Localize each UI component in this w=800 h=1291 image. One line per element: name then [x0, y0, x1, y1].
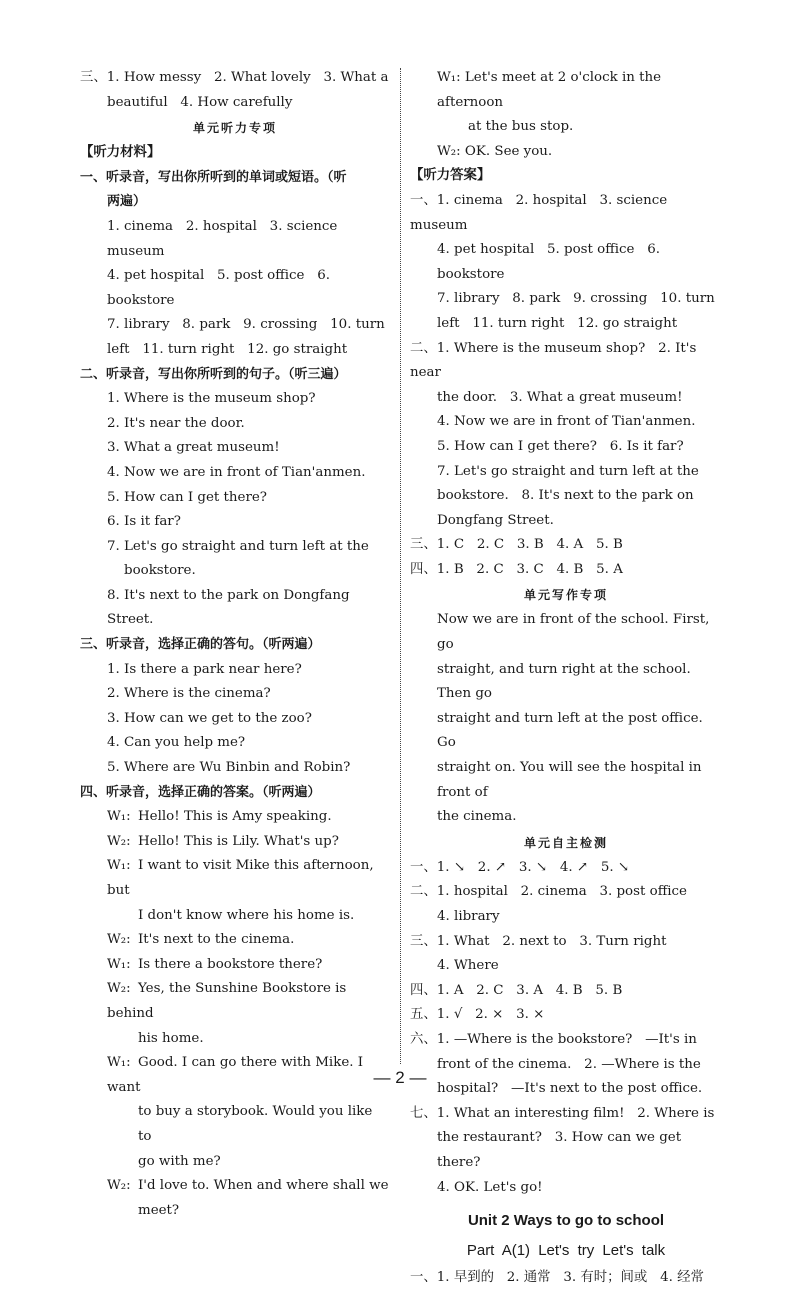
dialogue-text: Is there a bookstore there?	[138, 956, 323, 972]
answer-line: 三、1. How messy 2. What lovely 3. What a	[80, 70, 389, 85]
question-title: 四、听录音，选择正确的答案。（听两遍）	[80, 784, 321, 800]
answer-line: 四、1. A 2. C 3. A 4. B 5. B	[410, 982, 623, 998]
answer-line: front of the cinema. 2. —Where is the	[437, 1056, 701, 1072]
right-column	[410, 66, 722, 1291]
speaker-label: W₂:	[107, 932, 131, 948]
list-item: 2. Where is the cinema?	[107, 686, 271, 702]
writing-line: straight and turn left at the post office. Go	[437, 710, 708, 751]
dialogue	[80, 805, 390, 1223]
speaker-label: W₂:	[107, 981, 131, 997]
list-item: 1. Where is the museum shop?	[107, 391, 316, 407]
answer-line: 四、1. B 2. C 3. C 4. B 5. A	[410, 561, 623, 577]
answer-line: 4. Now we are in front of Tian'anmen.	[437, 414, 696, 430]
dialogue-line: at the bus stop.	[468, 119, 574, 135]
list-item: 4. Now we are in front of Tian'anmen.	[107, 464, 366, 480]
dialogue-line	[80, 977, 390, 1026]
answer-line: 三、1. What 2. next to 3. Turn right	[410, 933, 667, 949]
dialogue-text: his home.	[138, 1030, 204, 1046]
dialogue-text: Yes, the Sunshine Bookstore is behind	[107, 981, 351, 1021]
section-title-writing: 单元写作专项	[523, 588, 608, 603]
question-title: 一、听录音，写出你所听到的单词或短语。（听	[80, 169, 347, 185]
dialogue-line	[80, 1100, 390, 1149]
list-item: 7. library 8. park 9. crossing 10. turn	[107, 317, 385, 333]
page-number: — 2 —	[373, 1068, 427, 1087]
writing-line: straight, and turn right at the school. Then go	[437, 661, 695, 702]
left-column	[80, 66, 390, 1223]
dialogue-line	[80, 904, 390, 929]
answer-line: bookstore. 8. It's next to the park on	[437, 488, 694, 504]
dialogue-line	[80, 854, 390, 903]
list-item: bookstore.	[124, 563, 196, 579]
dialogue-text: Hello! This is Lily. What's up?	[138, 833, 339, 849]
answer-line: the restaurant? 3. How can we get there?	[437, 1130, 686, 1170]
dialogue-text: to buy a storybook. Would you like to	[138, 1104, 377, 1144]
answer-line: 7. Let's go straight and turn left at the	[437, 463, 699, 479]
writing-line: the cinema.	[437, 809, 517, 825]
answer-line: 4. OK. Let's go!	[437, 1179, 543, 1195]
list-item: 3. How can we get to the zoo?	[107, 710, 312, 726]
list-item: 5. Where are Wu Binbin and Robin?	[107, 760, 351, 776]
dialogue-line	[80, 1174, 390, 1199]
dialogue-text: I'd love to. When and where shall we	[138, 1178, 389, 1194]
dialogue-text: I want to visit Mike this afternoon, but	[107, 858, 378, 898]
column-divider	[400, 68, 401, 1064]
dialogue-line	[80, 928, 390, 953]
dialogue-text: Good. I can go there with Mike. I want	[107, 1055, 368, 1095]
speaker-label: W₂:	[107, 833, 131, 849]
dialogue-text: Hello! This is Amy speaking.	[138, 809, 332, 825]
list-item: 5. How can I get there?	[107, 489, 267, 505]
dialogue-text: meet?	[138, 1202, 180, 1218]
answer-line: 五、1. √ 2. × 3. ×	[410, 1007, 545, 1023]
list-item: 7. Let's go straight and turn left at the	[107, 538, 369, 554]
list-item: left 11. turn right 12. go straight	[107, 341, 348, 357]
list-item: 1. cinema 2. hospital 3. science museum	[107, 218, 342, 259]
answer-line: 六、1. —Where is the bookstore? —It's in	[410, 1031, 697, 1047]
dialogue-line: W₂: OK. See you.	[437, 143, 553, 159]
section-title-listening: 单元听力专项	[192, 121, 277, 136]
speaker-label: W₁:	[107, 809, 131, 825]
question-title: 二、听录音，写出你所听到的句子。（听三遍）	[80, 366, 347, 382]
answer-line: hospital? —It's next to the post office.	[437, 1081, 703, 1097]
list-item: 2. It's near the door.	[107, 415, 245, 431]
answer-line: beautiful 4. How carefully	[107, 94, 293, 110]
dialogue-line	[80, 805, 390, 830]
answer-line: 4. library	[437, 909, 500, 924]
dialogue-line: W₁: Let's meet at 2 o'clock in the afternoon	[437, 70, 666, 110]
speaker-label: W₂:	[107, 1178, 131, 1194]
dialogue-text: It's next to the cinema.	[138, 932, 295, 948]
answer-line: 5. How can I get there? 6. Is it far?	[437, 438, 684, 454]
list-item: 3. What a great museum!	[107, 440, 280, 456]
question-title: 三、听录音，选择正确的答句。（听两遍）	[80, 637, 321, 653]
answer-line: left 11. turn right 12. go straight	[437, 315, 678, 331]
answer-line: 4. pet hospital 5. post office 6. bookstore	[437, 242, 665, 282]
dialogue-line	[80, 1199, 390, 1224]
writing-line: straight on. You will see the hospital in front of	[437, 760, 706, 800]
part-title: Part A(1) Let's try Let's talk	[466, 1242, 666, 1260]
answer-header: 【听力答案】	[410, 168, 491, 184]
answer-line: Dongfang Street.	[437, 512, 554, 528]
dialogue-line	[80, 953, 390, 978]
answer-line: the door. 3. What a great museum!	[437, 389, 683, 405]
answer-line: 一、1. 早到的 2. 通常 3. 有时；间或 4. 经常	[410, 1270, 704, 1286]
list-item: 1. Is there a park near here?	[107, 661, 302, 677]
writing-line: Now we are in front of the school. First, go	[437, 612, 714, 653]
answer-line: 三、1. C 2. C 3. B 4. A 5. B	[410, 537, 623, 553]
answer-line: 7. library 8. park 9. crossing 10. turn	[437, 291, 715, 307]
dialogue-line	[80, 1027, 390, 1052]
question-title-cont: 两遍）	[107, 194, 147, 210]
list-item: 4. pet hospital 5. post office 6. bookstore	[107, 268, 335, 308]
material-header: 【听力材料】	[80, 145, 161, 161]
dialogue-line	[80, 830, 390, 855]
speaker-label: W₁:	[107, 858, 131, 874]
dialogue-line	[80, 1150, 390, 1175]
dialogue-text: go with me?	[138, 1153, 221, 1169]
section-title-test: 单元自主检测	[523, 835, 608, 850]
list-item: 8. It's next to the park on Dongfang Street.	[107, 587, 354, 628]
answer-line: 一、1. ↘ 2. ↗ 3. ↘ 4. ↗ 5. ↘	[410, 859, 630, 875]
answer-line: 二、1. hospital 2. cinema 3. post office	[410, 884, 687, 900]
answer-line: 4. Where	[437, 958, 499, 974]
list-item: 4. Can you help me?	[107, 735, 246, 751]
speaker-label: W₁:	[107, 1055, 131, 1071]
unit-title: Unit 2 Ways to go to school	[467, 1212, 665, 1230]
answer-line: 七、1. What an interesting film! 2. Where is	[410, 1105, 715, 1121]
answer-line: 二、1. Where is the museum shop? 2. It's near	[410, 340, 701, 381]
speaker-label: W₁:	[107, 956, 131, 972]
answer-line: 一、1. cinema 2. hospital 3. science museum	[410, 192, 672, 233]
dialogue-text: I don't know where his home is.	[138, 907, 355, 923]
list-item: 6. Is it far?	[107, 514, 181, 530]
